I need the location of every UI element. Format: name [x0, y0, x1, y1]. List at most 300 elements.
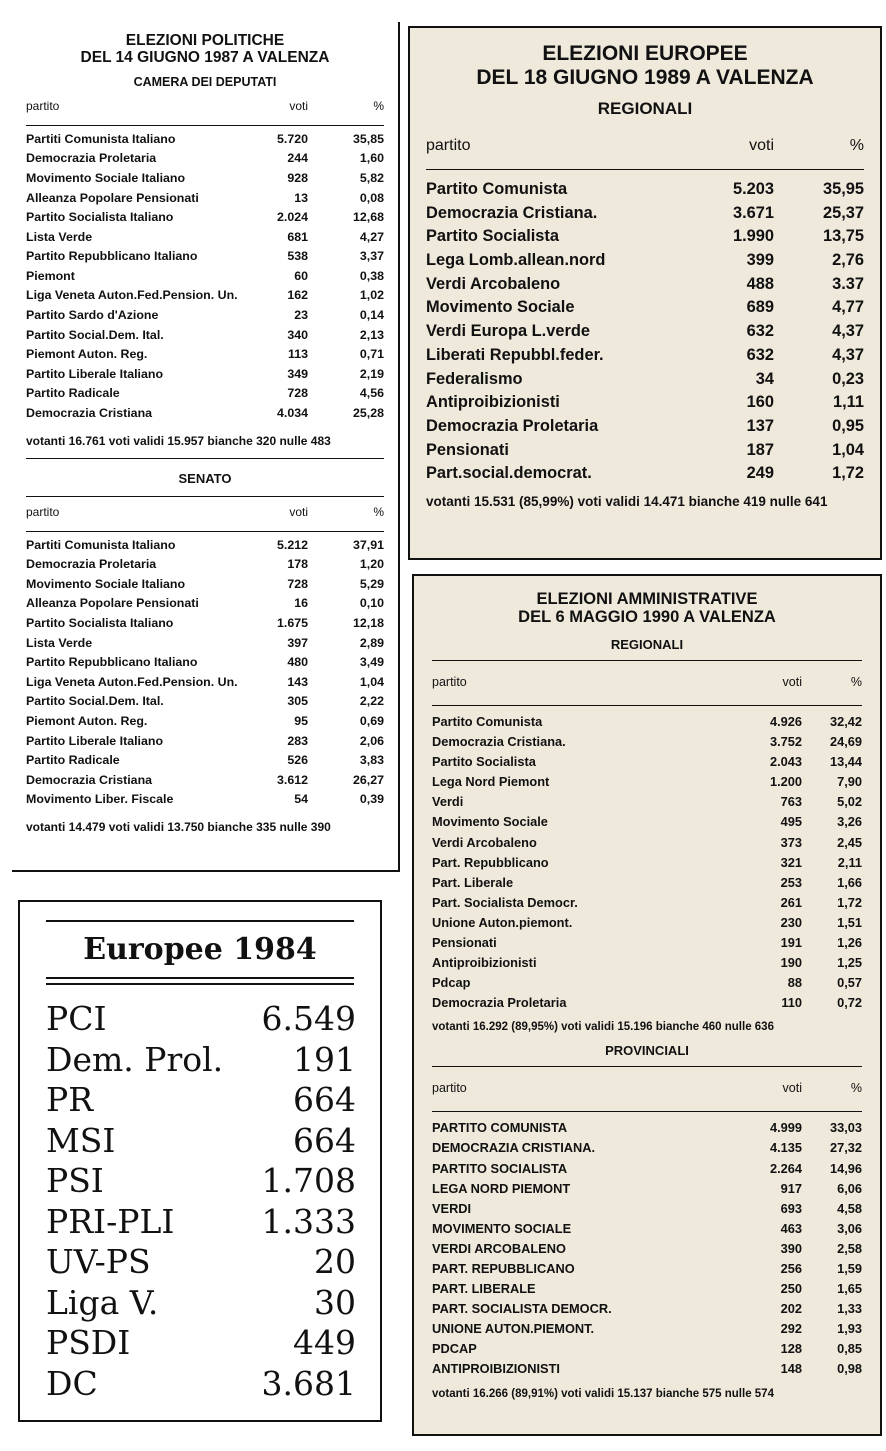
vote-count: 917 [780, 1180, 802, 1196]
party-name: LEGA NORD PIEMONT [432, 1180, 571, 1196]
header-pct: % [373, 504, 384, 519]
table-row [46, 1364, 356, 1405]
table-row [26, 189, 384, 209]
table-row [26, 169, 384, 189]
party-name: UNIONE AUTON.PIEMONT. [432, 1321, 595, 1337]
table-row [26, 208, 384, 228]
vote-count: 191 [293, 1039, 356, 1079]
table-row [26, 404, 384, 424]
europee89-subtitle: REGIONALI [597, 99, 693, 119]
vote-count: 390 [780, 1240, 802, 1256]
vote-count: 538 [287, 249, 308, 264]
header-party: partito [432, 674, 467, 689]
camera-rows [12, 130, 398, 424]
party-name: Partito Comunista [426, 180, 568, 199]
table-row [432, 933, 862, 953]
senato-subtitle: SENATO [178, 470, 232, 486]
vote-percent: 1,72 [832, 464, 864, 483]
vote-count: 88 [787, 975, 802, 991]
header-party: partito [426, 137, 471, 155]
vote-count: 664 [293, 1120, 356, 1160]
vote-count: 113 [288, 347, 308, 362]
table-row [432, 973, 862, 993]
vote-percent: 1,72 [837, 894, 862, 910]
divider [26, 531, 384, 532]
vote-percent: 0,71 [359, 347, 384, 362]
amministrative-title-line1: ELEZIONI AMMINISTRATIVE [536, 590, 758, 608]
vote-percent: 24,69 [829, 734, 862, 750]
vote-percent: 2,11 [837, 854, 862, 870]
vote-count: 3.681 [261, 1363, 356, 1403]
vote-count: 1.675 [276, 616, 308, 630]
party-name: Partito Social.Dem. Ital. [26, 694, 164, 709]
table-row [426, 225, 864, 249]
vote-count: 13 [294, 190, 308, 205]
vote-count: 693 [780, 1200, 802, 1216]
vote-percent: 3,26 [837, 814, 862, 830]
vote-count: 187 [746, 440, 774, 459]
party-name: Democrazia Proletaria [432, 995, 567, 1011]
table-row [432, 1199, 862, 1219]
table-row [26, 306, 384, 326]
table-row [426, 178, 864, 202]
party-name: Verdi Arcobaleno [426, 274, 561, 293]
vote-percent: 0,14 [359, 308, 384, 323]
vote-percent: 4,77 [832, 298, 864, 317]
europee89-title-line1: ELEZIONI EUROPEE [542, 42, 748, 65]
table-row [26, 712, 384, 732]
vote-count: 6.549 [261, 999, 356, 1038]
vote-count: 60 [294, 268, 308, 283]
party-name: Partito Socialista Italiano [26, 616, 174, 630]
table-row [432, 792, 862, 812]
vote-percent: 0,38 [359, 268, 384, 283]
divider [426, 169, 864, 170]
vote-count: 728 [287, 386, 308, 401]
vote-percent: 37,91 [352, 537, 384, 552]
table-row [432, 1299, 862, 1319]
vote-percent: 1,59 [837, 1261, 862, 1276]
divider [26, 458, 384, 459]
table-row [26, 149, 384, 169]
party-name: Lega Nord Piemont [432, 774, 550, 790]
party-name: PART. REPUBBLICANO [432, 1261, 575, 1276]
party-name: DC [46, 1363, 98, 1403]
vote-count: 1.990 [732, 227, 774, 246]
europee89-header [410, 129, 880, 155]
vote-count: 728 [287, 576, 308, 591]
vote-count: 763 [780, 794, 802, 810]
vote-count: 3.612 [276, 772, 308, 787]
header-votes: voti [289, 504, 308, 519]
table-row [432, 953, 862, 973]
table-row [432, 732, 862, 752]
regionali-header [414, 675, 880, 693]
vote-count: 340 [287, 327, 308, 342]
vote-count: 463 [780, 1220, 802, 1236]
senato-totals: votanti 14.479 voti validi 13.750 bianche 335 nulle 390 [26, 819, 331, 834]
vote-count: 5.203 [732, 180, 774, 199]
divider [432, 1066, 862, 1067]
table-row [26, 536, 384, 556]
vote-percent: 1,04 [359, 674, 384, 689]
party-name: Verdi [432, 794, 464, 810]
party-name: Partito Socialista [426, 227, 559, 246]
vote-count: 253 [780, 874, 802, 890]
vote-percent: 4,56 [359, 386, 384, 401]
vote-percent: 0,69 [359, 713, 384, 728]
vote-count: 397 [287, 635, 308, 650]
party-name: Democrazia Cristiana [26, 772, 153, 787]
vote-count: 5.212 [276, 537, 308, 552]
party-name: VERDI ARCOBALENO [432, 1240, 566, 1256]
vote-percent: 1,60 [359, 151, 384, 166]
vote-percent: 4,37 [832, 345, 864, 364]
table-row [26, 365, 384, 385]
table-row [26, 751, 384, 771]
party-name: PSDI [46, 1323, 131, 1362]
vote-percent: 12,18 [352, 616, 384, 630]
table-row [432, 1239, 862, 1259]
header-pct: % [373, 98, 384, 113]
vote-percent: 0,10 [359, 596, 384, 611]
provinciali-header [414, 1081, 880, 1099]
header-party: partito [26, 504, 60, 519]
vote-percent: 3,06 [837, 1220, 862, 1236]
party-name: Democrazia Cristiana [26, 406, 153, 421]
vote-percent: 13,44 [829, 754, 862, 770]
table-row [432, 1118, 862, 1138]
vote-percent: 4,37 [832, 322, 864, 341]
vote-count: 137 [746, 416, 774, 435]
vote-count: 664 [293, 1080, 356, 1119]
party-name: Partito Radicale [26, 386, 120, 401]
vote-count: 34 [755, 369, 774, 388]
vote-count: 4.034 [276, 406, 308, 421]
table-row [26, 653, 384, 673]
divider [432, 1111, 862, 1112]
party-name: Antiproibizionisti [426, 393, 560, 412]
party-name: ANTIPROIBIZIONISTI [432, 1361, 560, 1377]
vote-percent: 0,39 [359, 792, 384, 807]
table-row [46, 1202, 356, 1243]
vote-count: 190 [780, 955, 802, 971]
table-row [432, 893, 862, 913]
table-row [432, 913, 862, 933]
vote-count: 292 [780, 1321, 802, 1337]
vote-count: 20 [314, 1242, 356, 1281]
table-row [26, 594, 384, 614]
vote-count: 495 [780, 814, 802, 830]
table-row [432, 1339, 862, 1359]
party-name: Piemont [26, 268, 75, 283]
vote-count: 23 [294, 308, 308, 323]
vote-count: 283 [287, 733, 308, 748]
party-name: PART. LIBERALE [432, 1281, 536, 1297]
table-row [432, 853, 862, 873]
vote-percent: 35,95 [822, 180, 864, 199]
party-name: Pensionati [432, 934, 497, 950]
vote-count: 526 [287, 753, 308, 768]
divider [432, 660, 862, 661]
party-name: Liberati Repubbl.feder. [426, 345, 604, 364]
party-name: PART. SOCIALISTA DEMOCR. [432, 1301, 612, 1317]
vote-percent: 5,02 [837, 794, 862, 810]
party-name: UV-PS [46, 1242, 151, 1281]
table-row [46, 1323, 356, 1364]
senato-header [12, 505, 398, 523]
vote-count: 5.720 [276, 131, 308, 146]
vote-count: 449 [293, 1323, 356, 1362]
vote-count: 488 [746, 274, 774, 293]
vote-count: 244 [287, 151, 308, 166]
vote-count: 1.200 [769, 774, 802, 790]
party-name: Movimento Sociale Italiano [26, 576, 186, 591]
vote-percent: 27,32 [829, 1140, 862, 1156]
vote-count: 1.333 [261, 1201, 356, 1241]
table-row [432, 1359, 862, 1379]
table-row [432, 772, 862, 792]
vote-percent: 0,95 [832, 416, 864, 435]
table-row [432, 1319, 862, 1339]
party-name: Liga Veneta Auton.Fed.Pension. Un. [26, 288, 238, 303]
vote-count: 632 [746, 322, 774, 341]
party-name: Partito Radicale [26, 753, 120, 768]
party-name: Piemont Auton. Reg. [26, 347, 148, 362]
table-row [46, 1283, 356, 1324]
table-row [26, 692, 384, 712]
vote-count: 681 [287, 229, 308, 244]
vote-percent: 12,68 [352, 210, 384, 225]
party-name: Verdi Arcobaleno [432, 834, 537, 850]
party-name: PRI-PLI [46, 1201, 175, 1241]
provinciali-totals: votanti 16.266 (89,91%) voti validi 15.137 bianche 575 nulle 574 [432, 1387, 774, 1400]
vote-count: 1.708 [261, 1161, 356, 1200]
vote-count: 250 [780, 1281, 802, 1297]
table-row [426, 439, 864, 463]
table-row [46, 1080, 356, 1121]
vote-count: 249 [746, 464, 774, 483]
party-name: Partito Socialista [432, 754, 536, 770]
party-name: PARTITO SOCIALISTA [432, 1160, 568, 1176]
camera-subtitle: CAMERA DEI DEPUTATI [133, 74, 277, 89]
vote-percent: 1,33 [837, 1301, 862, 1317]
table-row [426, 296, 864, 320]
vote-percent: 7,90 [837, 774, 862, 790]
camera-header [12, 99, 398, 117]
vote-percent: 4,58 [837, 1200, 862, 1216]
vote-percent: 1,93 [837, 1321, 862, 1337]
vote-count: 95 [294, 713, 308, 728]
table-row [426, 320, 864, 344]
party-name: MOVIMENTO SOCIALE [432, 1220, 572, 1236]
header-party: partito [432, 1081, 467, 1096]
vote-percent: 4,27 [359, 229, 384, 244]
vote-percent: 1,04 [832, 440, 864, 459]
table-row [426, 391, 864, 415]
party-name: Verdi Europa L.verde [426, 322, 590, 341]
politiche-title-line1: ELEZIONI POLITICHE [125, 32, 285, 49]
vote-percent: 5,82 [359, 170, 384, 185]
table-row [426, 415, 864, 439]
politiche-title [12, 32, 398, 67]
table-row [46, 1242, 356, 1283]
vote-count: 3.752 [769, 734, 802, 750]
party-name: PCI [46, 999, 107, 1038]
vote-count: 128 [780, 1341, 802, 1357]
table-row [432, 752, 862, 772]
vote-percent: 3,83 [359, 753, 384, 768]
table-row [26, 286, 384, 306]
party-name: Movimento Liber. Fiscale [26, 792, 174, 807]
vote-percent: 1,51 [837, 914, 862, 930]
party-name: Partito Repubblicano Italiano [26, 655, 198, 670]
party-name: Partito Sardo d'Azione [26, 308, 159, 323]
vote-count: 2.264 [769, 1160, 802, 1176]
party-name: Federalismo [426, 369, 523, 388]
party-name: Piemont Auton. Reg. [26, 713, 148, 728]
vote-count: 202 [780, 1301, 802, 1317]
table-row [432, 712, 862, 732]
vote-count: 399 [746, 251, 774, 270]
party-name: Partiti Comunista Italiano [26, 537, 176, 552]
header-votes: voti [749, 137, 774, 155]
party-name: Democrazia Cristiana. [432, 734, 566, 750]
table-row [26, 267, 384, 287]
party-name: Movimento Sociale [432, 814, 548, 830]
vote-count: 16 [294, 596, 308, 611]
vote-percent: 3,37 [359, 249, 384, 264]
vote-percent: 3.37 [832, 274, 864, 293]
header-votes: voti [782, 674, 802, 689]
party-name: VERDI [432, 1200, 472, 1216]
europee89-title-line2: DEL 18 GIUGNO 1989 A VALENZA [476, 65, 814, 89]
divider [46, 977, 354, 979]
party-name: Liga V. [46, 1282, 159, 1322]
vote-count: 2.024 [276, 210, 308, 225]
vote-percent: 0,98 [837, 1361, 862, 1377]
vote-count: 148 [780, 1361, 802, 1377]
party-name: Partito Social.Dem. Ital. [26, 327, 164, 342]
vote-percent: 32,42 [829, 713, 862, 729]
table-row [26, 790, 384, 810]
vote-percent: 1,26 [837, 934, 862, 950]
vote-percent: 0,72 [837, 995, 862, 1011]
table-row [26, 614, 384, 634]
vote-percent: 2,22 [359, 694, 384, 709]
table-row [26, 771, 384, 791]
party-name: Alleanza Popolare Pensionati [26, 596, 199, 611]
provinciali-rows [414, 1118, 880, 1379]
vote-percent: 25,28 [352, 406, 384, 421]
vote-count: 689 [746, 298, 774, 317]
divider [26, 125, 384, 126]
vote-count: 160 [746, 393, 774, 412]
vote-percent: 1,02 [359, 288, 384, 303]
vote-percent: 3,49 [359, 655, 384, 670]
vote-count: 305 [287, 694, 308, 709]
table-row [26, 130, 384, 150]
vote-percent: 2,58 [837, 1240, 862, 1256]
party-name: PR [46, 1080, 94, 1119]
vote-count: 349 [287, 366, 308, 381]
header-pct: % [849, 137, 864, 155]
party-name: Pdcap [432, 975, 471, 991]
europee89-totals: votanti 15.531 (85,99%) voti validi 14.471 bianche 419 nulle 641 [426, 493, 828, 509]
table-row [426, 344, 864, 368]
vote-count: 178 [287, 557, 308, 572]
vote-percent: 0,85 [837, 1341, 862, 1357]
vote-percent: 2,06 [359, 733, 384, 748]
vote-count: 3.671 [732, 203, 774, 222]
party-name: Pensionati [426, 440, 509, 459]
regionali-totals: votanti 16.292 (89,95%) voti validi 15.196 bianche 460 nulle 636 [432, 1021, 774, 1034]
vote-percent: 0,08 [359, 190, 384, 205]
table-row [46, 1161, 356, 1202]
table-row [432, 873, 862, 893]
party-name: Lega Lomb.allean.nord [426, 251, 606, 270]
table-row [26, 575, 384, 595]
table-row [46, 1040, 356, 1081]
table-row [26, 673, 384, 693]
party-name: Part. Liberale [432, 874, 514, 890]
header-party: partito [26, 98, 60, 113]
party-name: DEMOCRAZIA CRISTIANA. [432, 1140, 596, 1156]
divider [46, 920, 354, 922]
vote-count: 373 [780, 834, 802, 850]
vote-count: 321 [780, 854, 802, 870]
vote-percent: 35,85 [352, 131, 384, 146]
vote-percent: 2,89 [359, 635, 384, 650]
vote-percent: 2,76 [832, 251, 864, 270]
party-name: Lista Verde [26, 635, 93, 650]
europee89-rows [410, 178, 880, 486]
party-name: Part. Socialista Democr. [432, 894, 578, 910]
party-name: Part.social.democrat. [426, 464, 592, 483]
vote-count: 480 [287, 655, 308, 670]
vote-percent: 1,65 [837, 1281, 862, 1297]
vote-count: 4.135 [769, 1140, 802, 1156]
table-row [26, 555, 384, 575]
vote-percent: 2,45 [837, 834, 862, 850]
vote-count: 256 [780, 1261, 802, 1276]
table-row [432, 1159, 862, 1179]
table-row [26, 228, 384, 248]
vote-count: 4.999 [769, 1120, 802, 1136]
table-row [432, 833, 862, 853]
table-row [426, 368, 864, 392]
regionali-subtitle: REGIONALI [610, 636, 684, 652]
politiche-title-line2: DEL 14 GIUGNO 1987 A VALENZA [80, 49, 330, 67]
vote-count: 110 [781, 995, 802, 1011]
europee-1984-panel [18, 900, 382, 1422]
table-row [26, 326, 384, 346]
senato-rows [12, 536, 398, 810]
table-row [432, 1179, 862, 1199]
party-name: Dem. Prol. [46, 1039, 224, 1079]
vote-count: 143 [287, 674, 308, 689]
header-votes: voti [782, 1081, 802, 1096]
table-row [432, 1138, 862, 1158]
vote-count: 30 [314, 1282, 356, 1322]
vote-percent: 0,57 [837, 975, 862, 991]
party-name: Partito Liberale Italiano [26, 733, 164, 748]
vote-percent: 0,23 [832, 369, 864, 388]
party-name: PDCAP [432, 1341, 477, 1357]
table-row [432, 1219, 862, 1239]
header-votes: voti [289, 98, 308, 113]
table-row [432, 993, 862, 1013]
